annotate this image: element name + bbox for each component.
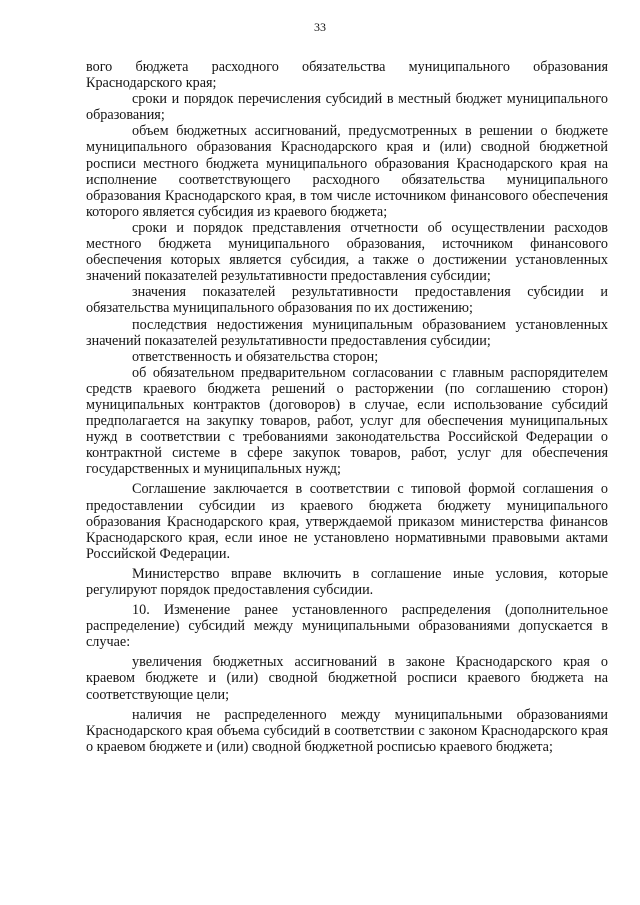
paragraph: увеличения бюджетных ассигнований в законе Краснодарского края о краевом бюджете и (или) сводной бюджетной росписи краевого бюджета на соответствующие цели; bbox=[86, 654, 608, 703]
paragraph: вого бюджета расходного обязательства муниципального образования Краснодарского края; bbox=[86, 59, 608, 92]
paragraph: Соглашение заключается в соответствии с типовой формой соглашения о предоставлении субсидии из краевого бюджета бюджету муниципального образования Краснодарского края, утверждаемой приказом министерства финансов Краснодарского края, если иное не установлено нормативными правовыми актами Российской Федерации. bbox=[86, 481, 608, 562]
paragraph: сроки и порядок представления отчетности об осуществлении расходов местного бюджета муниципального образования, источником финансового обеспечения которых является субсидия, а также о достижении установленных значений показателей результативности предоставления субсидии; bbox=[86, 219, 608, 285]
document-body bbox=[86, 59, 608, 755]
paragraph: об обязательном предварительном согласовании с главным распорядителем средств краевого бюджета решений о расторжении (по соглашению сторон) муниципальных контрактов (договоров) в случае, если использование субсидий предполагается на закупку товаров, работ, услуг для обеспечения муниципальных нужд в соответствии с требованиями законодательства Российской Федерации о контрактной системе в сфере закупок товаров, работ, услуг для обеспечения государственных и муниципальных нужд; bbox=[86, 364, 608, 478]
paragraph: 10. Изменение ранее установленного распределения (дополнительное распределение) субсидий между муниципальными образованиями допускается в случае: bbox=[86, 602, 608, 651]
page-number: 33 bbox=[314, 20, 326, 34]
paragraph: наличия не распределенного между муниципальными образованиями Краснодарского края объема субсидий в соответствии с законом Краснодарского края о краевом бюджете и (или) сводной бюджетной росписью краевого бюджета; bbox=[86, 706, 608, 755]
paragraph: ответственность и обязательства сторон; bbox=[132, 348, 379, 365]
paragraph: объем бюджетных ассигнований, предусмотренных в решении о бюджете муниципального образования Краснодарского края и (или) сводной бюджетной росписи местного бюджета муниципального образования Краснодарского края на исполнение соответствующего расходного обязательства муниципального образования Краснодарского края, в том числе источником финансового обеспечения которого является субсидия из краевого бюджета; bbox=[86, 123, 608, 220]
paragraph: сроки и порядок перечисления субсидий в местный бюджет муниципального образования; bbox=[86, 91, 608, 124]
paragraph: последствия недостижения муниципальным образованием установленных значений показателей результативности предоставления субсидии; bbox=[86, 316, 608, 349]
paragraph: Министерство вправе включить в соглашение иные условия, которые регулируют порядок предоставления субсидии. bbox=[86, 565, 608, 598]
paragraph: значения показателей результативности предоставления субсидии и обязательства муниципального образования по их достижению; bbox=[86, 284, 608, 317]
